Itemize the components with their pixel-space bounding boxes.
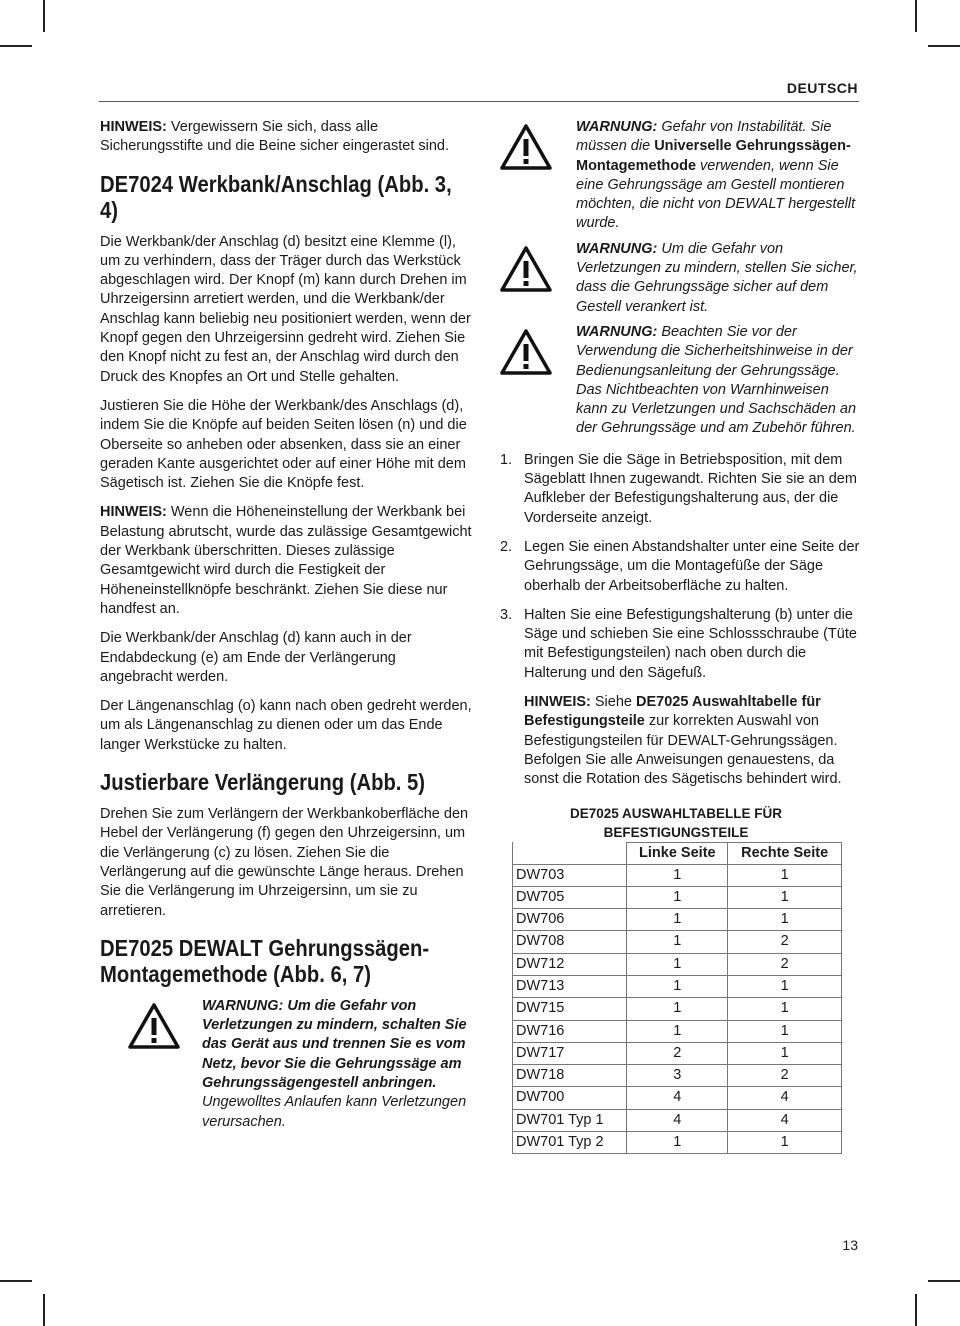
table-cell-right: 1 xyxy=(728,1042,842,1064)
crop-mark xyxy=(915,0,917,32)
list-item: 2. Legen Sie einen Abstandshalter unter eine Seite der Gehrungssäge, um die Montagefüße der Säge oberhalb der Arbeitsoberfläche zu halten. xyxy=(500,538,860,594)
crop-mark xyxy=(43,1294,45,1326)
table-row xyxy=(513,1065,842,1087)
note-hardware: HINWEIS: Siehe DE7025 Auswahltabelle für Befestigungsteile zur korrekten Auswahl von Befestigungsteilen für DEWALT-Gehrungssägen. Befolgen Sie alle Anweisungen genauestens, da sonst die Rotation des Sägetischs behindert wird. xyxy=(524,694,842,788)
table-cell-right: 2 xyxy=(728,931,842,953)
table-cell-model: DW708 xyxy=(513,931,627,953)
table-cell-model: DW700 xyxy=(513,1087,627,1109)
table-cell-model: DW706 xyxy=(513,909,627,931)
warning-triangle-icon xyxy=(128,1003,180,1049)
table-row xyxy=(513,864,842,886)
crop-mark xyxy=(928,1280,960,1282)
table-cell-model: DW701 Typ 2 xyxy=(513,1132,627,1154)
crop-mark xyxy=(0,45,32,47)
table-cell-model: DW715 xyxy=(513,998,627,1020)
table-row xyxy=(513,953,842,975)
warning-triangle-icon xyxy=(500,329,552,375)
table-cell-right: 1 xyxy=(728,998,842,1020)
table-row xyxy=(513,1109,842,1131)
table-cell-right: 4 xyxy=(728,1087,842,1109)
paragraph: Drehen Sie zum Verlängern der Werkbankoberfläche den Hebel der Verlängerung (f) gegen den Uhrzeigersinn, um die Verlängerung (c) zu lösen. Ziehen Sie die Verlängerung auf die gewünschte Länge heraus. Drehen Sie die Verlängerung im Uhrzeigersinn, um sie zu arretieren. xyxy=(100,806,469,919)
table-row xyxy=(513,886,842,908)
section-title-mounting: DE7025 DEWALT Gehrungssägen-Montagemethode (Abb. 6, 7) xyxy=(100,934,430,987)
steps-list xyxy=(500,451,862,683)
section-title-extension: Justierbare Verlängerung (Abb. 5) xyxy=(100,769,426,796)
list-item: 1. Bringen Sie die Säge in Betriebsposition, mit dem Sägeblatt Ihnen zugewandt. Richten Sie sie an dem Aufkleber der Befestigungshalterung aus, der die Vorderseite anzeigt. xyxy=(500,451,857,526)
table-cell-left: 1 xyxy=(627,1132,728,1154)
table-cell-right: 1 xyxy=(728,886,842,908)
table-cell-left: 4 xyxy=(627,1109,728,1131)
table-cell-left: 3 xyxy=(627,1065,728,1087)
table-cell-left: 1 xyxy=(627,886,728,908)
hardware-table-block xyxy=(512,804,862,1155)
table-cell-right: 2 xyxy=(728,1065,842,1087)
list-item: 3. Halten Sie eine Befestigungshalterung (b) unter die Säge und schieben Sie eine Schlossschraube (Tüte mit Befestigungsteilen) nach oben durch die Halterung und den Sägefuß. xyxy=(500,606,857,681)
paragraph: Die Werkbank/der Anschlag (d) besitzt eine Klemme (l), um zu verhindern, dass der Träger durch das Werkstück abgeschlagen wird. Der Knopf (m) kann durch Drehen im Uhrzeigersinn arretiert werden, und die Werkbank/der Anschlag kann beliebig neu positioniert werden, wenn der Knopf gegen den Uhrzeigersinn gedreht wird. Ziehen Sie den Knopf nicht zu fest an, der Anschlag wird durch den Druck des Knopfes an Ort und Stelle gehalten. xyxy=(100,233,471,385)
left-column xyxy=(100,118,472,1138)
table-row xyxy=(513,1020,842,1042)
table-cell-left: 1 xyxy=(627,909,728,931)
table-cell-left: 1 xyxy=(627,1020,728,1042)
page-number: 13 xyxy=(842,1237,858,1253)
table-row xyxy=(513,998,842,1020)
crop-mark xyxy=(43,0,45,32)
column-header-left: Linke Seite xyxy=(627,842,728,864)
paragraph: Der Längenanschlag (o) kann nach oben gedreht werden, um als Längenanschlag zu dienen oder um das Ende langer Werkstücke zu halten. xyxy=(100,698,472,753)
warning-block: WARNUNG: Gefahr von Instabilität. Sie müssen die Universelle Gehrungssägen-Montagemethode verwenden, wenn Sie eine Gehrungssäge am Gestell montieren möchten, die nicht von DEWALT hergestellt wurde. xyxy=(500,118,862,234)
table-cell-left: 1 xyxy=(627,953,728,975)
table-row xyxy=(513,1087,842,1109)
table-cell-left: 4 xyxy=(627,1087,728,1109)
header-divider xyxy=(99,101,859,102)
table-cell-right: 1 xyxy=(728,864,842,886)
crop-mark xyxy=(0,1280,32,1282)
language-label: DEUTSCH xyxy=(786,80,858,96)
table-cell-left: 1 xyxy=(627,931,728,953)
crop-mark xyxy=(928,45,960,47)
column-header-right: Rechte Seite xyxy=(728,842,842,864)
table-cell-left: 1 xyxy=(627,864,728,886)
table-cell-right: 4 xyxy=(728,1109,842,1131)
warning-block: WARNUNG: Um die Gefahr von Verletzungen zu mindern, schalten Sie das Gerät aus und trennen Sie es vom Netz, bevor Sie die Gehrungssäge am Gehrungssägengestell anbringen. Ungewolltes Anlaufen kann Verletzungen verursachen. xyxy=(100,997,472,1132)
table-cell-model: DW703 xyxy=(513,864,627,886)
table-cell-right: 2 xyxy=(728,953,842,975)
right-column xyxy=(500,118,862,1154)
table-cell-model: DW713 xyxy=(513,975,627,997)
table-cell-left: 2 xyxy=(627,1042,728,1064)
table-row xyxy=(513,975,842,997)
note-lock-pins: HINWEIS: Vergewissern Sie sich, dass alle Sicherungsstifte und die Beine sicher eingerastet sind. xyxy=(100,119,450,155)
table-cell-model: DW712 xyxy=(513,953,627,975)
table-cell-left: 1 xyxy=(627,998,728,1020)
table-row xyxy=(513,1132,842,1154)
table-cell-right: 1 xyxy=(728,1020,842,1042)
warning-block: WARNUNG: Um die Gefahr von Verletzungen zu mindern, stellen Sie sicher, dass die Gehrungssäge sicher auf dem Gestell verankert ist. xyxy=(500,240,862,317)
table-cell-model: DW705 xyxy=(513,886,627,908)
table-cell-model: DW718 xyxy=(513,1065,627,1087)
table-cell-model: DW717 xyxy=(513,1042,627,1064)
table-cell-model: DW701 Typ 1 xyxy=(513,1109,627,1131)
note-height: HINWEIS: Wenn die Höheneinstellung der Werkbank bei Belastung abrutscht, wurde das zulässige Gesamtgewicht der Werkbank überschritten. Dieses zulässige Gesamtgewicht wird durch die Festigkeit der Höheneinstellknöpfe beschränkt. Ziehen Sie diese nur handfest an. xyxy=(100,504,472,617)
table-cell-left: 1 xyxy=(627,975,728,997)
section-title-workbench: DE7024 Werkbank/Anschlag (Abb. 3, 4) xyxy=(100,170,452,223)
table-cell-right: 1 xyxy=(728,975,842,997)
warning-triangle-icon xyxy=(500,246,552,292)
paragraph: Justieren Sie die Höhe der Werkbank/des Anschlags (d), indem Sie die Knöpfe auf beiden Seiten lösen (n) und die Oberseite so anheben oder absenken, dass sie an einer geraden Kante ausgerichtet oder auf einer Höhe mit dem Sägetisch ist. Ziehen Sie die Knöpfe fest. xyxy=(100,397,467,492)
table-title: DE7025 AUSWAHLTABELLE FÜR BEFESTIGUNGSTEILE xyxy=(569,805,783,840)
paragraph: Die Werkbank/der Anschlag (d) kann auch in der Endabdeckung (e) am Ende der Verlängerung angebracht werden. xyxy=(100,630,412,685)
warning-block: WARNUNG: Beachten Sie vor der Verwendung die Sicherheitshinweise in der Bedienungsanleitung der Gehrungssäge. Das Nichtbeachten von Warnhinweisen kann zu Verletzungen und Sachschäden an der Gehrungssäge und am Zubehör führen. xyxy=(500,323,862,439)
table-row xyxy=(513,931,842,953)
table-cell-model: DW716 xyxy=(513,1020,627,1042)
table-row xyxy=(513,1042,842,1064)
warning-triangle-icon xyxy=(500,124,552,170)
table-cell-right: 1 xyxy=(728,1132,842,1154)
table-header-row xyxy=(513,842,842,864)
hardware-table xyxy=(512,842,842,1155)
table-cell-right: 1 xyxy=(728,909,842,931)
crop-mark xyxy=(915,1294,917,1326)
table-row xyxy=(513,909,842,931)
